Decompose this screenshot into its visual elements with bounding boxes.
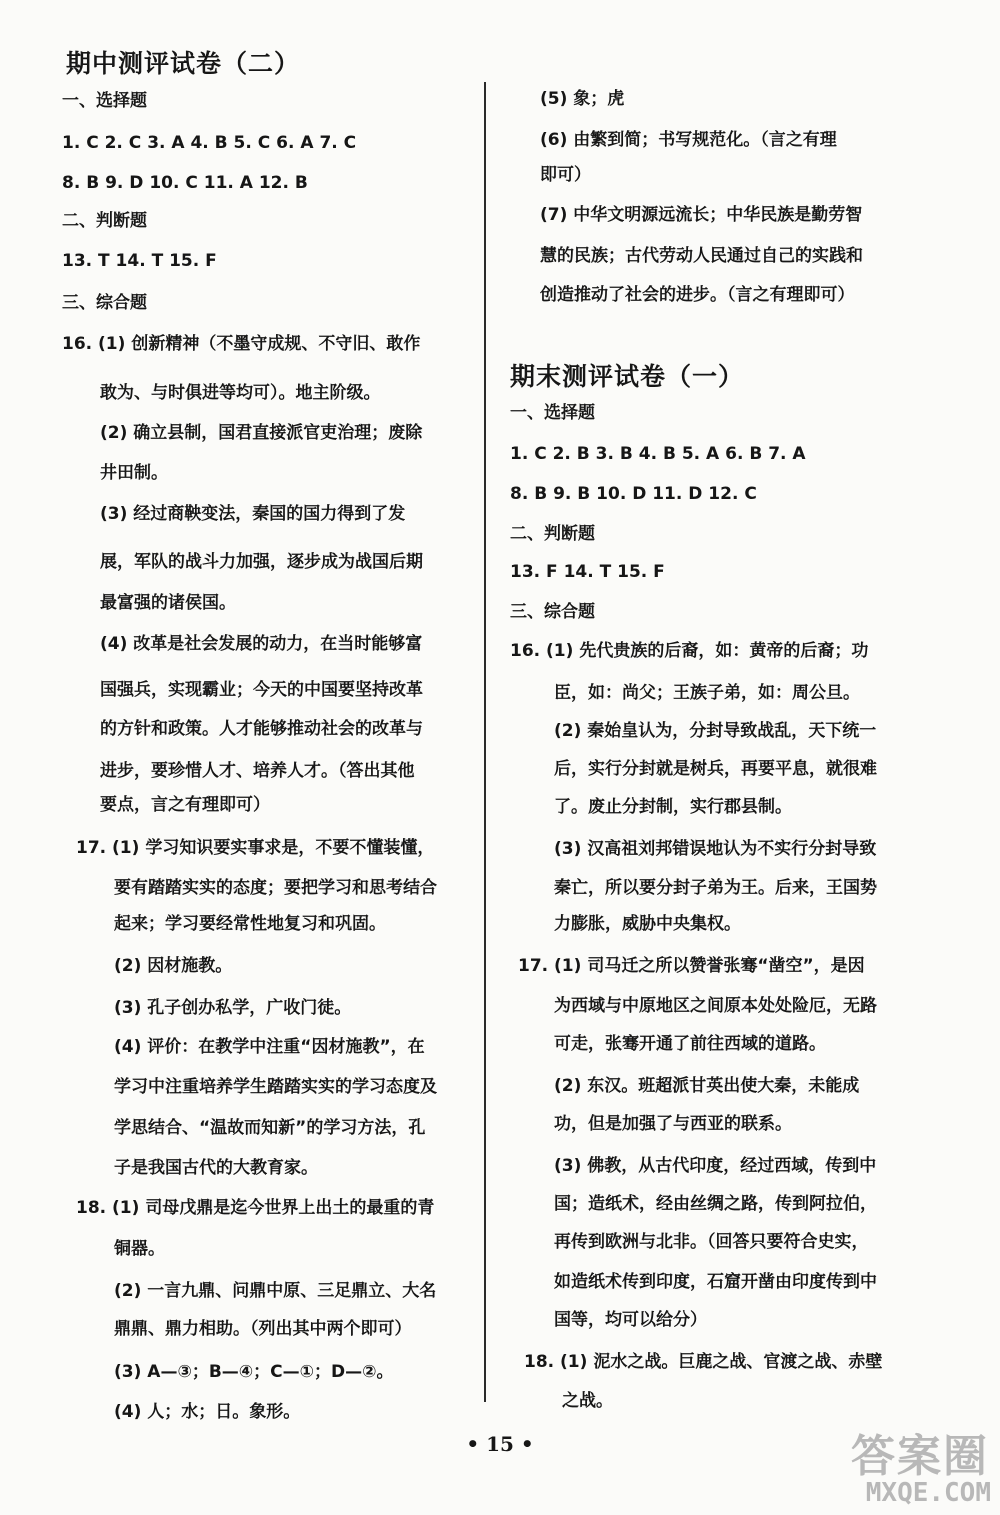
right-text-line: 了。废止分封制，实行郡县制。: [554, 797, 792, 817]
watermark-url: MXQE.COM: [865, 1478, 991, 1508]
right-text-line: 三、综合题: [510, 602, 595, 622]
left-text-line: 1. C 2. C 3. A 4. B 5. C 6. A 7. C: [62, 133, 357, 153]
right-text-line: 13. F 14. T 15. F: [510, 562, 665, 582]
left-text-line: 17. (1) 学习知识要实事求是，不要不懂装懂，: [76, 838, 435, 858]
right-text-line: 为西域与中原地区之间原本处处险厄，无路: [554, 996, 877, 1016]
watermark-cn: 答案圈: [851, 1431, 989, 1482]
right-text-line: 18. (1) 泥水之战。巨鹿之战、官渡之战、赤壁: [524, 1352, 883, 1372]
right-text-line: 1. C 2. B 3. B 4. B 5. A 6. B 7. A: [510, 444, 806, 464]
right-text-line: 之战。: [562, 1391, 613, 1411]
left-text-line: 要有踏踏实实的态度；要把学习和思考结合: [114, 878, 437, 898]
right-text-line: 如造纸术传到印度，石窟开凿由印度传到中: [554, 1272, 877, 1292]
left-text-line: 井田制。: [100, 463, 168, 483]
right-text-line: (2) 秦始皇认为，分封导致战乱，天下统一: [554, 721, 877, 741]
right-text-line: 17. (1) 司马迁之所以赞誉张骞“凿空”，是因: [518, 956, 865, 976]
right-text-line: 16. (1) 先代贵族的后裔，如：黄帝的后裔；功: [510, 641, 869, 661]
right-text-line: 臣，如：尚父；王族子弟，如：周公旦。: [554, 683, 860, 703]
right-text-line: (3) 汉高祖刘邦错误地认为不实行分封导致: [554, 839, 877, 859]
right-text-line: 二、判断题: [510, 524, 595, 544]
left-text-line: 学思结合、“温故而知新”的学习方法，孔: [114, 1118, 426, 1138]
left-text-line: 三、综合题: [62, 293, 147, 313]
left-section-title: 期中测评试卷（二）: [66, 49, 301, 78]
left-text-line: 铜器。: [114, 1239, 165, 1259]
left-text-line: 国强兵，实现霸业；今天的中国要坚持改革: [100, 680, 423, 700]
right-top-text-line: 即可）: [540, 165, 591, 185]
left-text-line: (2) 确立县制，国君直接派官吏治理；废除: [100, 423, 423, 443]
right-text-line: 力膨胀，威胁中央集权。: [554, 914, 741, 934]
left-text-line: 展，军队的战斗力加强，逐步成为战国后期: [100, 552, 423, 572]
right-text-line: 一、选择题: [510, 403, 595, 423]
watermark-logo: [820, 1420, 995, 1508]
left-text-line: 鼎鼎、鼎力相助。（列出其中两个即可）: [114, 1319, 412, 1339]
column-divider: [484, 82, 486, 1402]
left-text-line: 起来；学习要经常性地复习和巩固。: [114, 914, 386, 934]
right-text-line: 再传到欧洲与北非。（回答只要符合史实，: [554, 1232, 869, 1252]
right-text-line: 国等，均可以给分）: [554, 1310, 707, 1330]
right-text-line: 秦亡，所以要分封子弟为王。后来，王国势: [554, 878, 877, 898]
left-text-line: (4) 评价：在教学中注重“因材施教”，在: [114, 1037, 425, 1057]
left-text-line: 的方针和政策。人才能够推动社会的改革与: [100, 719, 423, 739]
left-text-line: 13. T 14. T 15. F: [62, 251, 217, 271]
right-text-line: (2) 东汉。班超派甘英出使大秦，未能成: [554, 1076, 860, 1096]
left-text-line: (4) 人；水；日。象形。: [114, 1402, 301, 1422]
right-top-text-line: (6) 由繁到简；书写规范化。（言之有理: [540, 130, 837, 150]
left-text-line: 要点，言之有理即可）: [100, 795, 270, 815]
right-section-title: 期末测评试卷（一）: [510, 362, 745, 391]
page-number: • 15 •: [466, 1432, 534, 1456]
left-text-line: (2) 因材施教。: [114, 956, 233, 976]
left-text-line: (3) A—③；B—④；C—①；D—②。: [114, 1362, 394, 1382]
right-text-line: 功，但是加强了与西亚的联系。: [554, 1114, 792, 1134]
right-text-line: 可走，张骞开通了前往西域的道路。: [554, 1034, 826, 1054]
left-text-line: 最富强的诸侯国。: [100, 593, 236, 613]
right-text-line: (3) 佛教，从古代印度，经过西域，传到中: [554, 1156, 877, 1176]
left-text-line: 敢为、与时俱进等均可）。地主阶级。: [100, 383, 381, 403]
left-text-line: 子是我国古代的大教育家。: [114, 1158, 318, 1178]
left-text-line: 学习中注重培养学生踏踏实实的学习态度及: [114, 1077, 437, 1097]
right-top-text-line: 创造推动了社会的进步。（言之有理即可）: [540, 285, 855, 305]
left-text-line: 进步，要珍惜人才、培养人才。（答出其他: [100, 761, 415, 781]
right-top-text-line: (5) 象；虎: [540, 89, 625, 109]
right-text-line: 后，实行分封就是树兵，再要平息，就很难: [554, 759, 877, 779]
left-text-line: 8. B 9. D 10. C 11. A 12. B: [62, 173, 308, 193]
right-text-line: 国；造纸术，经由丝绸之路，传到阿拉伯，: [554, 1194, 877, 1214]
left-text-line: (3) 经过商鞅变法，秦国的国力得到了发: [100, 504, 406, 524]
right-top-text-line: (7) 中华文明源远流长；中华民族是勤劳智: [540, 205, 863, 225]
right-text-line: 8. B 9. B 10. D 11. D 12. C: [510, 484, 757, 504]
left-text-line: 一、选择题: [62, 91, 147, 111]
left-text-line: (4) 改革是社会发展的动力，在当时能够富: [100, 634, 423, 654]
left-text-line: 18. (1) 司母戊鼎是迄今世界上出土的最重的青: [76, 1198, 435, 1218]
left-text-line: (2) 一言九鼎、问鼎中原、三足鼎立、大名: [114, 1281, 437, 1301]
left-text-line: 二、判断题: [62, 211, 147, 231]
left-text-line: 16. (1) 创新精神（不墨守成规、不守旧、敢作: [62, 334, 421, 354]
left-text-line: (3) 孔子创办私学，广收门徒。: [114, 998, 352, 1018]
right-top-text-line: 慧的民族；古代劳动人民通过自己的实践和: [540, 246, 863, 266]
